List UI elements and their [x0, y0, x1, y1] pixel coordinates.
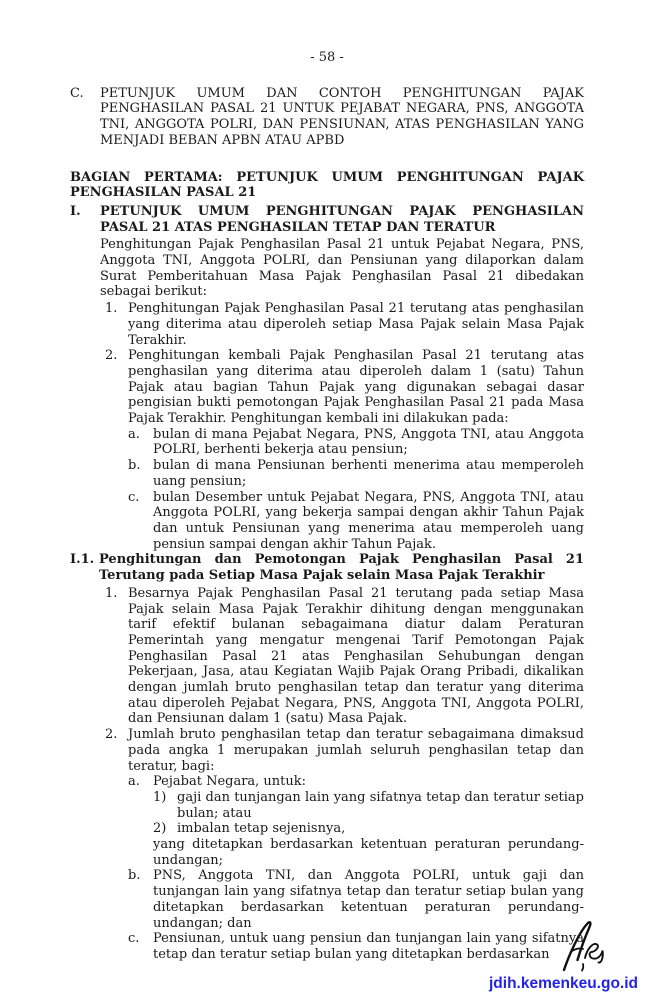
list-item-marker: b.: [128, 868, 141, 884]
section-i1-marker: I.1.: [70, 552, 95, 568]
list-item-text: gaji dan tunjangan lain yang sifatnya tetap dan teratur setiap bulan; atau: [177, 789, 584, 821]
list-item-marker: 1.: [105, 301, 118, 317]
list-item: [105, 727, 584, 963]
list-item-text: Jumlah bruto penghasilan tetap dan teratur sebagaimana dimaksud pada angka 1 merupakan jumlah seluruh penghasilan tetap dan teratur, bagi:: [128, 727, 584, 774]
list-item: [153, 790, 584, 821]
page-content: [70, 50, 584, 963]
list-item-text: Besarnya Pajak Penghasilan Pasal 21 terutang pada setiap Masa Pajak selain Masa Pajak Terakhir dihitung dengan menggunakan tarif efektif bulanan sebagaimana diatur dalam Peraturan Pemerintah yang mengatur mengenai Tarif Pemotongan Pajak Penghasilan Pasal 21 atas Penghasilan Sehubungan dengan Pekerjaan, Jasa, atau Kegiatan Wajib Pajak Orang Pribadi, dikalikan dengan jumlah bruto penghasilan tetap dan teratur yang diterima atau diperoleh Pejabat Negara, PNS, Anggota TNI, Anggota POLRI, dan Pensiunan dalam 1 (satu) Masa Pajak.: [128, 585, 584, 727]
list-item-text: Pejabat Negara, untuk:: [153, 774, 307, 790]
list-item: [128, 490, 584, 553]
list-item-marker: a.: [128, 774, 140, 790]
jdih-footer-link[interactable]: jdih.kemenkeu.go.id: [489, 975, 638, 993]
list-item: [128, 458, 584, 489]
list-item: [105, 301, 584, 348]
list-item-text: bulan Desember untuk Pejabat Negara, PNS, Anggota TNI, atau Anggota POLRI, yang bekerja sampai dengan akhir Tahun Pajak dan untuk Pensiunan yang menerima atau memperoleh uang pensiun sampai dengan akhir Tahun Pajak.: [153, 489, 584, 552]
section-c-text: PETUNJUK UMUM DAN CONTOH PENGHITUNGAN PAJAK PENGHASILAN PASAL 21 UNTUK PEJABAT NEGARA, PNS, ANGGOTA TNI, ANGGOTA POLRI, DAN PENSIUNAN, ATAS PENGHASILAN YANG MENJADI BEBAN APBN ATAU APBD: [100, 85, 584, 148]
section-i-marker: I.: [70, 203, 81, 219]
list-item-marker: 1): [153, 789, 167, 805]
list-item-text: Penghitungan Pajak Penghasilan Pasal 21 terutang atas penghasilan yang diterima atau diperoleh setiap Masa Pajak selain Masa Pajak Terakhir.: [128, 301, 584, 348]
list-item-marker: 2.: [105, 727, 118, 743]
list-item-marker: c.: [128, 931, 140, 947]
handwritten-initials-icon: [558, 918, 610, 978]
list-item-text: PNS, Anggota TNI, dan Anggota POLRI, untuk gaji dan tunjangan lain yang sifatnya tetap dan teratur setiap bulan yang ditetapkan berdasarkan ketentuan peraturan perundang-undangan; dan: [153, 868, 584, 931]
list-item-marker: 2.: [105, 348, 118, 364]
bagian-pertama-heading: BAGIAN PERTAMA: PETUNJUK UMUM PENGHITUNGAN PAJAK PENGHASILAN PASAL 21: [70, 169, 584, 201]
list-item-marker: a.: [128, 426, 140, 442]
list-item-marker: c.: [128, 489, 140, 505]
list-item: [128, 774, 584, 868]
list-item-text: Pensiunan, untuk uang pensiun dan tunjangan lain yang sifatnya tetap dan teratur setiap bulan yang ditetapkan berdasarkan: [153, 931, 584, 962]
list-item-text: bulan di mana Pensiunan berhenti menerima atau memperoleh uang pensiun;: [153, 458, 584, 489]
list-item: [128, 931, 584, 962]
list-item-marker: 2): [153, 821, 167, 837]
list-item-text: imbalan tetap sejenisnya,: [177, 821, 346, 837]
list-item-text: bulan di mana Pejabat Negara, PNS, Anggota TNI, atau Anggota POLRI, berhenti bekerja atau pensiun;: [153, 426, 584, 458]
list-item-marker: b.: [128, 458, 141, 474]
page-number: - 58 -: [310, 50, 344, 65]
section-i1-heading: [70, 552, 584, 583]
list-item: [105, 586, 584, 727]
section-i-heading: [70, 204, 584, 235]
list-item: [153, 821, 584, 837]
list-item: [128, 868, 584, 931]
list-item-text: Penghitungan kembali Pajak Penghasilan Pasal 21 terutang atas penghasilan yang diterima atau diperoleh dalam 1 (satu) Tahun Pajak atau bagian Tahun Pajak yang digunakan sebagai dasar pengisian bukti pemotongan Pajak Penghasilan Pasal 21 pada Masa Pajak Terakhir. Penghitungan kembali ini dilakukan pada:: [128, 348, 584, 427]
section-c-marker: C.: [70, 85, 84, 101]
list-item: [128, 427, 584, 458]
section-i-intro: Penghitungan Pajak Penghasilan Pasal 21 untuk Pejabat Negara, PNS, Anggota TNI, Anggota POLRI, dan Pensiunan yang dilaporkan dalam Surat Pemberitahuan Masa Pajak Penghasilan Pasal 21 dibedakan sebagai berikut:: [100, 237, 584, 300]
section-i1-title: Penghitungan dan Pemotongan Pajak Penghasilan Pasal 21 Terutang pada Setiap Masa Pajak selain Masa Pajak Terakhir: [99, 552, 584, 584]
section-i-title: PETUNJUK UMUM PENGHITUNGAN PAJAK PENGHASILAN PASAL 21 ATAS PENGHASILAN TETAP DAN TERATUR: [100, 203, 584, 235]
section-c: [70, 86, 584, 149]
list-item: [105, 348, 584, 552]
list-continuation: yang ditetapkan berdasarkan ketentuan peraturan perundang-undangan;: [153, 837, 584, 868]
list-item-marker: 1.: [105, 585, 118, 601]
